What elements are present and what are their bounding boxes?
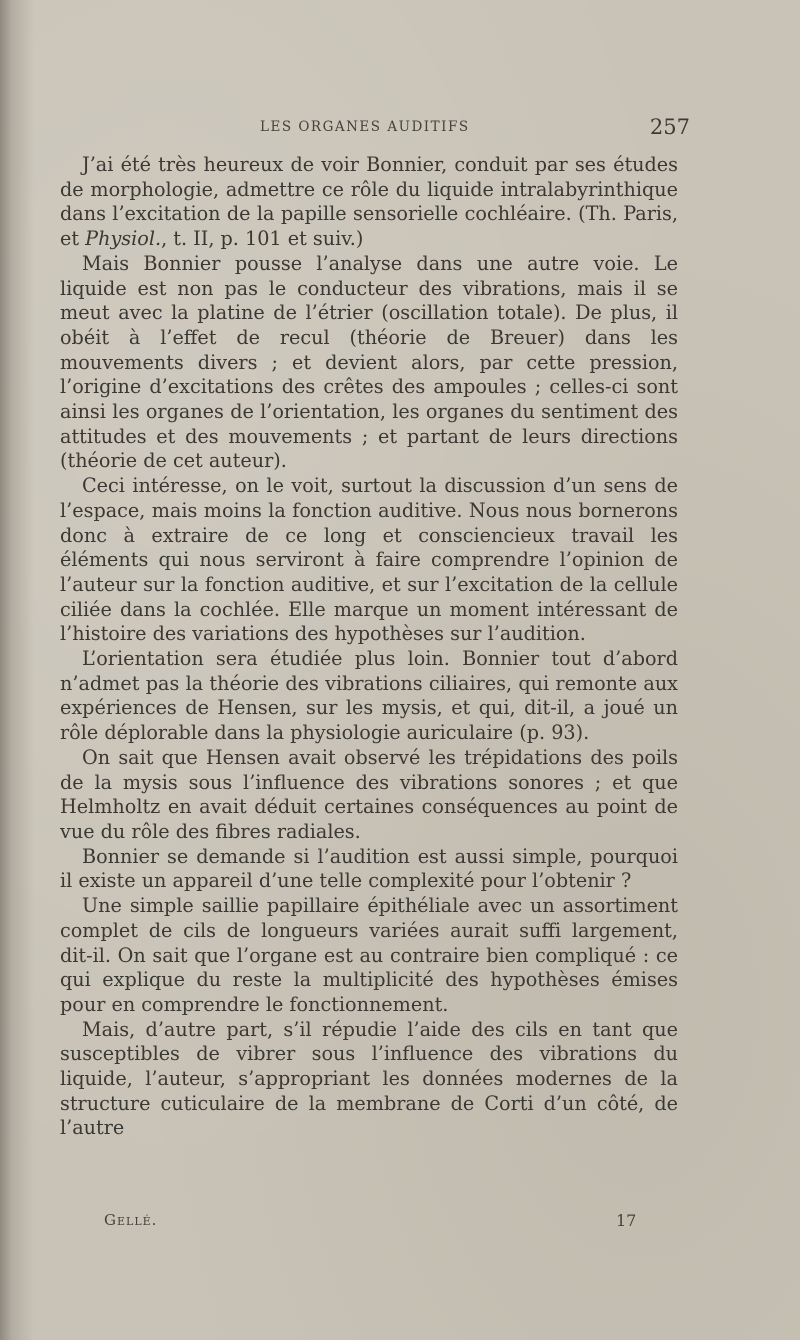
paragraph-8: Mais, d’autre part, s’il répudie l’aide des cils en tant que susceptibles de vibrer sous l’influence des vibrations du liquide, l’auteur, s’appropriant les données modernes de la structure cuticulaire de la membrane de Corti d’un côté, de l’autre <box>60 1017 678 1140</box>
running-title: LES ORGANES AUDITIFS <box>260 119 470 135</box>
paragraph-1-citation: , t. II, p. 101 et suiv.) <box>161 227 364 251</box>
paragraph-1 <box>60 153 678 252</box>
page-footer <box>60 1211 690 1237</box>
paragraph-7: Une simple saillie papillaire épithéliale avec un assortiment complet de cils de longueurs variées aurait suffi largement, dit-il. On sait que l’organe est au contraire bien compliqué : ce qui explique du reste la multiplicité des hypothèses émises pour en comprendre le fonctionnement. <box>60 894 678 1016</box>
paragraph-5: On sait que Hensen avait observé les trépidations des poils de la mysis sous l’influence des vibrations sonores ; et que Helmholtz en avait déduit certaines conséquences au point de vue du rôle des fibres radiales. <box>60 745 678 843</box>
book-page <box>60 0 690 1340</box>
journal-abbreviation: Physiol. <box>85 227 162 251</box>
body-text <box>60 153 678 1141</box>
page-number: 257 <box>649 115 690 139</box>
book-spine-shadow <box>0 0 34 1340</box>
paragraph-4: L’orientation sera étudiée plus loin. Bonnier tout d’abord n’admet pas la théorie des vibrations ciliaires, qui remonte aux expériences de Hensen, sur les mysis, et qui, dit-il, a joué un rôle déplorable dans la physiologie auriculaire (p. 93). <box>60 647 678 745</box>
paragraph-2: Mais Bonnier pousse l’analyse dans une autre voie. Le liquide est non pas le conducteur des vibrations, mais il se meut avec la platine de l’étrier (oscillation totale). De plus, il obéit à l’effet de recul (théorie de Breuer) dans les mouvements divers ; et devient alors, par cette pression, l’origine d’excitations des crêtes des ampoules ; celles-ci sont ainsi les organes de l’orientation, les organes du sentiment des attitudes et des mouvements ; et partant de leurs directions (théorie de cet auteur). <box>60 251 678 473</box>
paragraph-3: Ceci intéresse, on le voit, surtout la discussion d’un sens de l’espace, mais moins la fonction auditive. Nous nous bornerons donc à extraire de ce long et consciencieux travail les éléments qui nous serviront à faire comprendre l’opinion de l’auteur sur la fonction auditive, et sur l’excitation de la cellule ciliée dans la cochlée. Elle marque un moment intéressant de l’histoire des variations des hypothèses sur l’audition. <box>60 474 678 646</box>
paragraph-6: Bonnier se demande si l’audition est aussi simple, pourquoi il existe un appareil d’une telle complexité pour l’obtenir ? <box>60 844 678 893</box>
paragraph-1-text: J’ai été très heureux de voir Bonnier, conduit par ses études de morphologie, admettre ce rôle du liquide intralabyrinthique dans l’excitation de la papille sensorielle cochléaire. (Th. Paris, et <box>60 153 678 251</box>
printer-signature: Gellé. <box>104 1211 158 1229</box>
signature-mark: 17 <box>616 1211 637 1230</box>
running-head <box>60 117 690 141</box>
